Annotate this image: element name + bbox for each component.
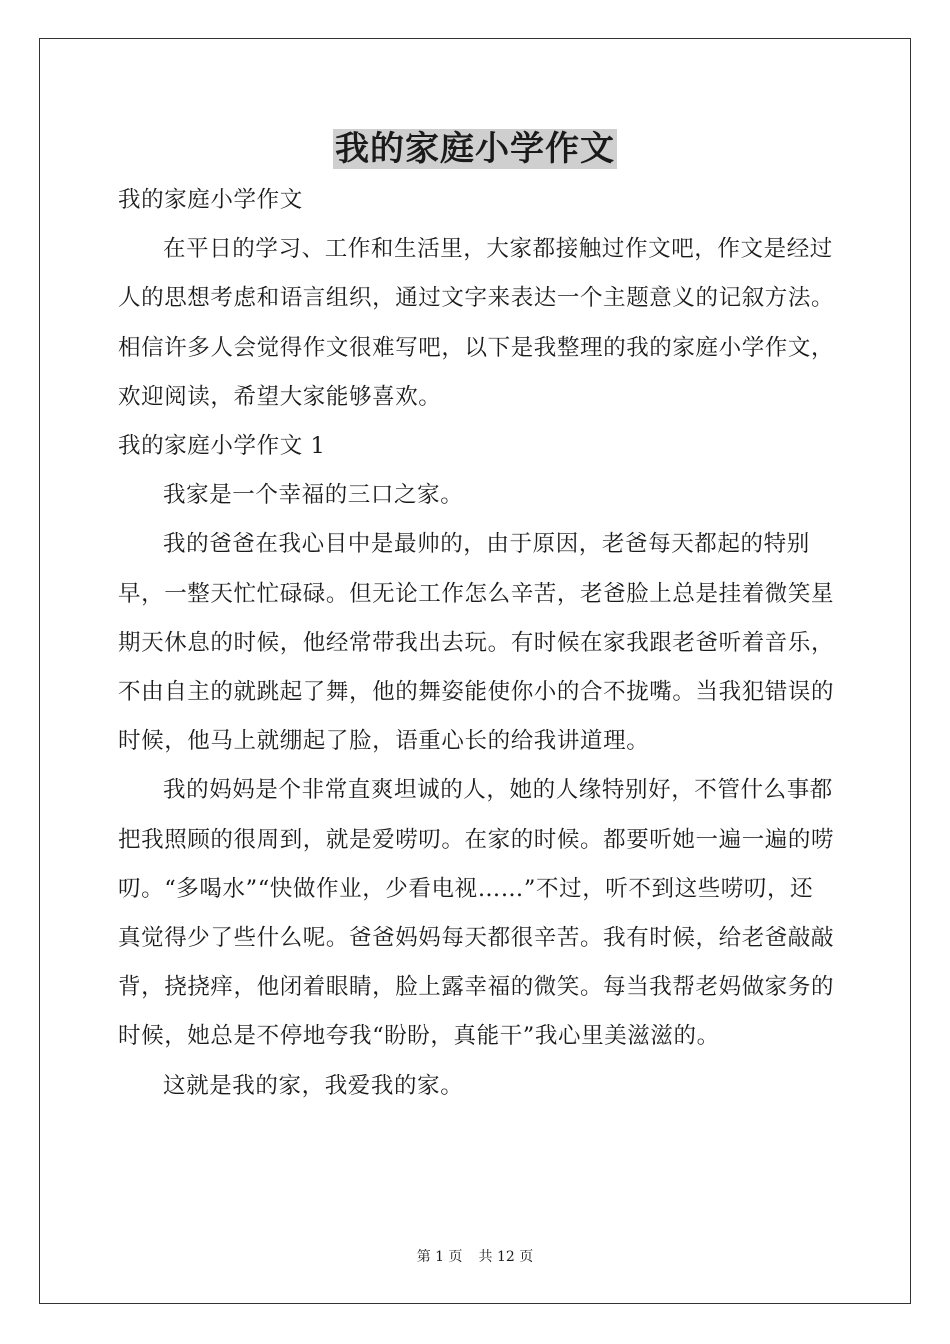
subtitle-line: 我的家庭小学作文 bbox=[118, 187, 303, 213]
page-number: 第 1 页 bbox=[416, 1249, 463, 1265]
paragraph-closing: 这就是我的家，我爱我的家。 bbox=[163, 1072, 464, 1099]
document-body bbox=[118, 176, 836, 1111]
document-title bbox=[0, 124, 950, 174]
intro-paragraph: 在平日的学习、工作和生活里，大家都接触过作文吧，作文是经过人的思想考虑和语言组织，通过文字来表达一个主题意义的记叙方法。相信许多人会觉得作文很难写吧，以下是我整理的我的家庭小学作文，欢迎阅读，希望大家能够喜欢。 bbox=[118, 236, 835, 410]
section-heading: 我的家庭小学作文 1 bbox=[118, 433, 326, 460]
paragraph-family: 我家是一个幸福的三口之家。 bbox=[163, 482, 464, 509]
document-title-text: 我的家庭小学作文 bbox=[335, 129, 615, 169]
paragraph-father: 我的爸爸在我心目中是最帅的，由于原因，老爸每天都起的特别早，一整天忙忙碌碌。但无论工作怎么辛苦，老爸脸上总是挂着微笑星期天休息的时候，他经常带我出去玩。有时候在家我跟老爸听着音乐，不由自主的就跳起了舞，他的舞姿能使你小的合不拢嘴。当我犯错误的时候，他马上就绷起了脸，语重心长的给我讲道理。 bbox=[118, 531, 835, 755]
paragraph-mother: 我的妈妈是个非常直爽坦诚的人，她的人缘特别好，不管什么事都把我照顾的很周到，就是爱唠叨。在家的时候。都要听她一遍一遍的唠叨。“多喝水”“快做作业，少看电视……”不过，听不到这些唠叨，还真觉得少了些什么呢。爸爸妈妈每天都很辛苦。我有时候，给老爸敲敲背，挠挠痒，他闭着眼睛，脸上露幸福的微笑。每当我帮老妈做家务的时候，她总是不停地夸我“盼盼，真能干”我心里美滋滋的。 bbox=[118, 777, 835, 1050]
page-total: 共 12 页 bbox=[478, 1249, 534, 1265]
page-footer bbox=[0, 1247, 950, 1267]
